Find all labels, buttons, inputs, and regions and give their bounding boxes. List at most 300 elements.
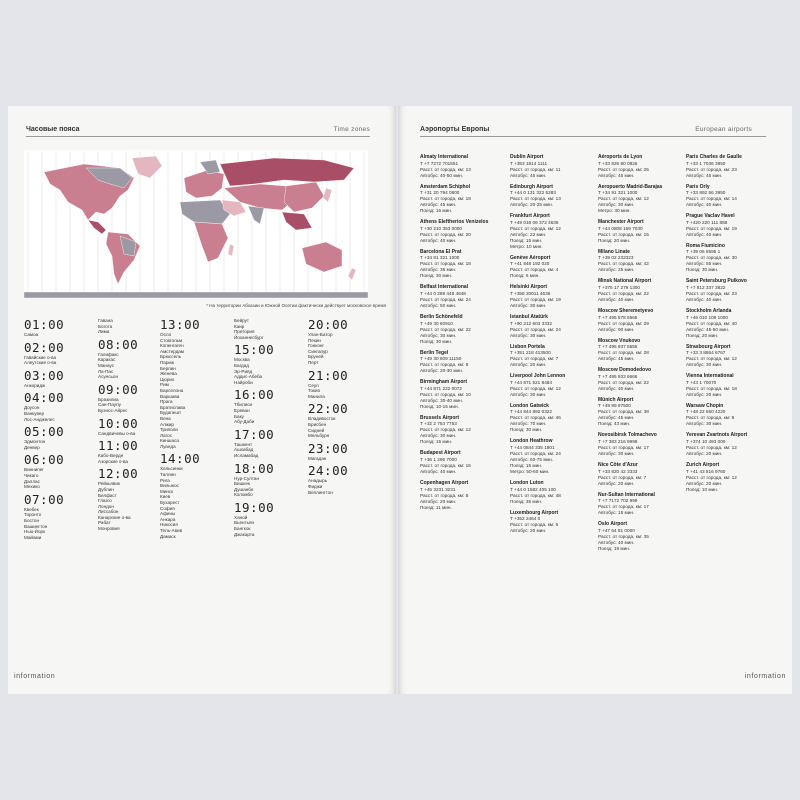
timezone-entry — [24, 318, 96, 338]
airport-detail: T +375 17 279 1300 — [598, 284, 641, 290]
timezone-entry — [24, 425, 96, 450]
timezone-city: Буэнос-Айрес — [98, 407, 128, 413]
airport-detail: T +32 2 753 7753 — [420, 421, 457, 427]
timezone-time: 06:00 — [24, 452, 65, 468]
airport-detail: Автобус: 45 мин. — [420, 202, 457, 208]
airport-detail: Расст. от города, км: 17 — [598, 444, 649, 450]
airport-detail: Автобус: 30 мин. — [686, 421, 723, 427]
airport-detail: T +44 0 1582 405 100 — [510, 486, 556, 492]
airport-entry — [420, 480, 506, 511]
timezone-city: Будапешт — [160, 410, 182, 416]
timezone-city: Бруней — [308, 354, 324, 360]
airport-detail: T +33 892 56 3950 — [686, 190, 726, 196]
page-title: Часовые пояса — [26, 126, 80, 133]
airport-detail: T +48 22 650 4220 — [686, 409, 726, 415]
map-footnote: * На территории Абхазии и Южной Осетии фактически действует московское время — [206, 303, 386, 308]
airport-detail: T +44 871 521 8484 — [510, 379, 553, 385]
airport-entry — [510, 438, 596, 475]
airport-entry — [510, 403, 596, 434]
airport-detail: Расст. от города, км: 38 — [598, 409, 649, 415]
timezone-time: 01:00 — [24, 317, 65, 332]
timezone-city: Лима — [98, 329, 110, 335]
airport-entry — [510, 154, 596, 179]
timezone-city: Белфаст — [98, 492, 117, 498]
timezone-city: Хельсинки — [160, 466, 183, 472]
airport-detail: Автобус: 30 мин. — [420, 332, 457, 338]
airport-detail: Автобус: 22 мин. — [510, 231, 547, 237]
airport-detail: Автобус: 55 мин. — [686, 261, 723, 267]
airport-name: Novosibirsk Tolmachevo — [598, 432, 657, 439]
airport-name: Zurich Airport — [686, 461, 720, 468]
airport-detail: T +44 0808 169 7030 — [598, 225, 643, 231]
airport-name: Aeropuerto Madrid-Barajas — [598, 183, 663, 190]
airport-name: Moscow Sheremetyevo — [598, 307, 654, 314]
timezone-city: Монровия — [98, 526, 120, 532]
timezone-city: Ереван — [234, 407, 250, 413]
airport-detail: T +44 0 131 322 5283 — [510, 190, 556, 196]
airport-detail: Поезд: 20 мин. — [598, 237, 631, 243]
airport-entry — [510, 344, 596, 369]
page-subtitle: Time zones — [333, 126, 370, 133]
airport-detail: Автобус: 90 мин. — [598, 326, 635, 332]
airport-entry — [510, 213, 596, 250]
airport-name: Moscow Vnukovo — [598, 337, 641, 344]
timezone-city: Вьентьян — [234, 520, 255, 526]
airport-name: Yerevan Zvartnots Airport — [686, 432, 748, 439]
timezone-city: Дублин — [98, 486, 114, 492]
airport-entry — [510, 314, 596, 339]
timezone-entry — [234, 462, 306, 498]
airport-detail: Автобус: 40 мин. — [598, 385, 635, 391]
airport-entry — [510, 480, 596, 505]
timezone-city: Нью-Йорк — [24, 529, 46, 535]
timezone-entry — [24, 369, 96, 389]
timezone-city: Богота — [98, 323, 113, 329]
timezone-city: Берлин — [160, 365, 176, 371]
airport-detail: Автобус: 30-40 мин. — [420, 397, 464, 403]
timezone-time: 09:00 — [98, 381, 139, 397]
timezone-city: Эдмонтон — [24, 439, 46, 445]
airport-entry — [420, 249, 506, 280]
airport-entry — [598, 432, 684, 457]
airport-name: Paris Orly — [686, 183, 710, 190]
timezone-entry — [234, 428, 306, 459]
timezone-city: Триполи — [160, 427, 178, 433]
airport-detail: Расст. от города, км: 12 — [420, 427, 471, 433]
airport-entry — [420, 219, 506, 244]
timezone-city: Исламабад — [234, 452, 259, 458]
timezone-city: Торонто — [24, 512, 42, 518]
airport-detail: Расст. от города, км: 10 — [420, 391, 471, 397]
timezone-city: Фиджи — [308, 483, 323, 489]
airport-name: Roma Fiumicino — [686, 242, 725, 249]
airport-entry — [686, 308, 772, 339]
timezone-city: Веллингтон — [308, 489, 333, 495]
airport-entry — [598, 338, 684, 363]
airport-entry — [420, 350, 506, 375]
airport-detail: Автобус: 30 мин. — [510, 332, 547, 338]
airport-detail: Поезд: 30 мин. — [686, 267, 719, 273]
timezone-time: 10:00 — [98, 415, 139, 431]
timezone-city: Афины — [160, 511, 176, 517]
airport-detail: Автобус: 20 мин. — [686, 480, 723, 486]
airport-detail: Автобус: 30 мин. — [598, 450, 635, 456]
timezone-city: Каир — [234, 323, 245, 329]
timezone-city: Москва — [234, 357, 250, 363]
airport-entry — [686, 213, 772, 238]
timezone-time: 18:00 — [234, 460, 275, 476]
timezone-city: Манила — [308, 393, 325, 399]
airport-entry — [598, 521, 684, 552]
airport-detail: Автобус: 20 мин. — [420, 498, 457, 504]
airport-detail: Расст. от города, км: 40 — [686, 320, 737, 326]
timezone-city: Анкоридж — [24, 382, 46, 388]
airport-detail: T +374 10 493 000 — [686, 438, 726, 444]
timezone-time: 17:00 — [234, 426, 275, 442]
timezone-city: Барселона — [160, 387, 184, 393]
airport-detail: Автобус: 25 мин. — [598, 267, 635, 273]
airport-detail: Расст. от города, км: 19 — [510, 296, 561, 302]
airport-detail: Расст. от города, км: 23 — [686, 290, 737, 296]
timezone-city: Джакарта — [234, 531, 255, 537]
timezone-city: Мехико — [24, 484, 40, 490]
airport-detail: Расст. от города, км: 18 — [420, 261, 471, 267]
airport-detail: Расст. от города, км: 20 — [420, 231, 471, 237]
timezone-entry — [308, 318, 380, 366]
timezone-entry — [308, 464, 380, 495]
timezone-time: 02:00 — [24, 339, 65, 355]
timezone-city: София — [160, 505, 175, 511]
timezone-city: Бразилиа — [98, 396, 119, 402]
airport-entry — [420, 314, 506, 345]
timezone-city: Манаус — [98, 362, 115, 368]
airport-name: Belfast International — [420, 284, 469, 291]
timezone-time: 20:00 — [308, 317, 349, 332]
timezone-city: Ханой — [234, 514, 248, 520]
airport-name: Nice Côte d'Azur — [598, 461, 638, 468]
timezone-city: Лондон — [98, 503, 114, 509]
timezone-city: Брюссель — [160, 354, 182, 360]
timezone-entry — [24, 341, 96, 366]
airport-name: Birmingham Airport — [420, 379, 468, 386]
airport-detail: Расст. от города, км: 9 — [686, 415, 735, 421]
airport-name: London Heathrow — [510, 438, 553, 445]
timezone-time: 08:00 — [98, 336, 139, 352]
timezone-city: Нур-Султан — [234, 475, 259, 481]
timezone-entry — [308, 442, 380, 462]
timezone-city: Осло — [160, 332, 172, 337]
airport-detail: Расст. от города, км: 23 — [686, 166, 737, 172]
airport-detail: Расст. от города, км: 18 — [686, 385, 737, 391]
timezone-time: 19:00 — [234, 499, 275, 515]
airport-entry — [598, 367, 684, 392]
airport-detail: Расст. от города, км: 28 — [598, 350, 649, 356]
airport-detail: T +7 495 937 5555 — [598, 344, 638, 350]
airport-detail: Расст. от города, км: 8 — [420, 362, 469, 368]
timezone-entry — [160, 452, 232, 539]
timezone-city: Анадырь — [308, 478, 328, 484]
airport-detail: Расст. от города, км: 14 — [686, 196, 737, 202]
airport-detail: Автобус: 45-50 мин. — [686, 326, 730, 332]
airport-detail: T +30 210 353 0000 — [420, 225, 463, 231]
airport-name: Amsterdam Schiphol — [420, 183, 471, 190]
right-page — [398, 106, 792, 694]
airport-detail: T +352 2464 0 — [510, 516, 541, 522]
left-page — [8, 106, 396, 694]
airport-detail: T +31 20 794 0800 — [420, 190, 460, 196]
timezone-city: Баку — [234, 413, 244, 419]
airport-detail: Расст. от города, км: 19 — [686, 225, 737, 231]
airport-detail: Расст. от города, км: 18 — [420, 196, 471, 202]
airport-column — [686, 154, 772, 498]
timezone-city: Эр-Рияд — [234, 368, 253, 374]
page-title: Аэропорты Европы — [420, 126, 490, 133]
timezone-city: Аддис-Абеба — [234, 374, 263, 380]
timezone-city: Бангкок — [234, 526, 251, 532]
airport-detail: Автобус: 20 мин. — [686, 450, 723, 456]
airport-column — [420, 154, 506, 516]
timezone-city: Улан-Батор — [308, 332, 333, 337]
timezone-city: Глазго — [98, 498, 112, 504]
airport-detail: T +7 7272 701551 — [420, 160, 459, 166]
timezone-time: 03:00 — [24, 367, 65, 383]
timezone-city: Бишкек — [234, 481, 250, 487]
timezone-city: Канарские о-ва — [98, 514, 131, 520]
airport-detail: T +49 30 609 11150 — [420, 356, 462, 362]
airport-detail: Метро: 50-60 мин. — [510, 468, 550, 474]
timezone-city: Самоа — [24, 332, 39, 337]
timezone-city: Лиссабон — [98, 509, 119, 515]
airport-detail: Автобус: 20 мин. — [598, 480, 635, 486]
timezone-city: Душанбе — [234, 486, 254, 492]
airport-entry — [510, 284, 596, 309]
airport-entry — [420, 284, 506, 309]
airport-entry — [420, 415, 506, 446]
airport-detail: T +44 871 222 0072 — [420, 385, 463, 391]
timezone-entry — [234, 388, 306, 424]
airport-detail: Поезд: 19 мин. — [598, 545, 631, 551]
timezone-city: Каракас — [98, 357, 116, 363]
airport-detail: Автобус: 40 мин. — [420, 237, 457, 243]
timezone-time: 16:00 — [234, 387, 275, 403]
timezone-city: Азорские о-ва — [98, 458, 128, 464]
airport-name: Vienna International — [686, 373, 734, 380]
map-antarctica — [24, 292, 368, 298]
airport-detail: T +44 0 289 448 4848 — [420, 290, 466, 296]
airport-entry — [598, 154, 684, 179]
airport-detail: Поезд: 11 мин. — [420, 504, 452, 510]
airport-detail: Метро: 10 мин. — [510, 243, 543, 249]
airport-name: Dublin Airport — [510, 154, 544, 160]
timezone-city: Виннипег — [24, 467, 44, 473]
timezone-city: Даллас — [24, 478, 40, 484]
airport-name: Paris Charles de Gaulle — [686, 154, 742, 160]
airport-detail: T +33 3 8864 6767 — [686, 350, 726, 356]
airport-name: Prague Vaclav Havel — [686, 213, 735, 220]
timezone-city: Йоханнесбург — [234, 334, 264, 340]
airport-detail: Расст. от города, км: 22 — [598, 290, 649, 296]
airport-name: Saint Petersburg Pulkovo — [686, 278, 747, 285]
title-divider — [26, 136, 370, 137]
airport-detail: Расст. от города, км: 7 — [510, 356, 559, 362]
airport-detail: Расст. от города, км: 12 — [686, 444, 737, 450]
airport-detail: Автобус: 50 мин. — [420, 302, 457, 308]
timezone-time: 11:00 — [98, 438, 139, 454]
page-footer: information — [744, 673, 786, 680]
airport-detail: Расст. от города, км: 24 — [510, 326, 561, 332]
timezone-city: Киев — [160, 494, 171, 500]
airport-detail: T +46 010 109 1000 — [686, 314, 729, 320]
timezone-city: Кабо-Верде — [98, 453, 124, 459]
airport-detail: Расст. от города, км: 42 — [598, 261, 649, 267]
airport-name: Athens Eleftherios Venizelos — [420, 219, 489, 226]
airport-detail: Расст. от города, км: 12 — [510, 225, 561, 231]
airport-detail: T +7 495 578 6565 — [598, 314, 638, 320]
timezone-city: Дамаск — [160, 533, 176, 539]
timezone-city: Тбилиси — [234, 402, 253, 408]
airport-detail: Расст. от города, км: 25 — [598, 166, 649, 172]
timezone-city: Алжир — [160, 421, 174, 427]
airport-detail: Автобус: 20 мин. — [510, 362, 547, 368]
timezone-city: Анкара — [160, 516, 176, 522]
airport-detail: Расст. от города, км: 16 — [420, 462, 471, 468]
airport-entry — [510, 510, 596, 535]
airport-detail: T +7 495 933 6666 — [598, 373, 638, 379]
airport-detail: Автобус: 40 мин. — [598, 296, 635, 302]
timezone-city: Женева — [160, 371, 177, 377]
timezone-city: Ванкувер — [24, 410, 45, 416]
airport-detail: T +90 212 603 3332 — [510, 320, 553, 326]
airport-detail: Автобус: 45 мин. — [510, 172, 547, 178]
airport-detail: Расст. от города, км: 11 — [510, 166, 561, 172]
timezone-entry — [308, 369, 380, 400]
timezone-city: Прага — [160, 399, 173, 405]
airport-detail: Расст. от города, км: 12 — [598, 196, 649, 202]
timezone-city: Вена — [160, 415, 171, 421]
airport-entry — [598, 492, 684, 517]
airport-detail: Автобус: 30 мин. — [598, 202, 635, 208]
airport-detail: Поезд: 43 мин. — [598, 421, 631, 427]
airport-detail: Расст. от города, км: 35 — [598, 533, 649, 539]
timezone-city: Магадан — [308, 455, 327, 461]
timezone-time: 21:00 — [308, 367, 349, 383]
time-zone-map — [24, 150, 368, 298]
airport-detail: Поезд: 30 мин. — [420, 273, 453, 279]
timezone-time: 04:00 — [24, 390, 65, 406]
airport-detail: Автобус: 20-30 мин. — [420, 368, 464, 374]
airport-name: Stockholm Arlanda — [686, 307, 732, 314]
airport-column — [598, 154, 684, 557]
timezone-city: Доусон — [24, 405, 40, 411]
airport-detail: Расст. от города, км: 15 — [598, 231, 649, 237]
airport-entry — [420, 450, 506, 475]
timezone-city: Ташкент — [234, 441, 253, 447]
airport-name: Almaty International — [420, 154, 469, 160]
airport-name: Moscow Domodedovo — [598, 367, 652, 374]
airport-detail: T +351 218 413500 — [510, 350, 551, 356]
airport-detail: Расст. от города, км: 4 — [510, 267, 559, 273]
timezone-time: 22:00 — [308, 401, 349, 417]
timezone-city: Претория — [234, 329, 255, 335]
timezone-city: Стокгольм — [160, 337, 183, 343]
airport-detail: Автобус: 40 мин. — [420, 468, 457, 474]
airport-detail: T +34 91 321 1000 — [420, 255, 460, 261]
airport-detail: Автобус: 20-25 мин. — [510, 202, 554, 208]
timezone-city: Гавайские о-ва — [24, 354, 57, 360]
airport-name: Budapest Airport — [420, 450, 461, 457]
timezone-city: Рига — [160, 477, 170, 483]
timezone-city: Сандвичевы о-ва — [98, 430, 136, 436]
timezone-city: Копенгаген — [160, 343, 184, 349]
airport-detail: T +44 844 892 0322 — [510, 409, 553, 415]
timezone-city: Коломбо — [234, 492, 253, 498]
airport-detail: T +34 91 321 1000 — [598, 190, 638, 196]
airport-detail: Автобус: 40-50 мин. — [420, 172, 464, 178]
airport-name: Lisbon Portela — [510, 343, 545, 350]
airport-name: Genève Aéroport — [510, 254, 551, 261]
airport-name: Milano Linate — [598, 248, 630, 255]
airport-entry — [598, 278, 684, 303]
airport-detail: Автобус: 45 мин. — [686, 172, 723, 178]
airport-detail: Поезд: 35 мин. — [510, 498, 543, 504]
timezone-city: Рим — [160, 382, 169, 388]
airport-entry — [598, 249, 684, 274]
airport-detail: T +353 1814 1111 — [510, 160, 548, 166]
timezone-city: Рабат — [98, 520, 111, 526]
timezone-city: Ла-Пас — [98, 368, 114, 374]
airport-detail: T +47 64 81 0000 — [598, 527, 635, 533]
airport-name: Aéroports de Lyon — [598, 154, 643, 160]
timezone-city: Гонконг — [308, 343, 325, 349]
airport-detail: Поезд: 30 мин. — [420, 338, 453, 344]
airport-name: Edinburgh Airport — [510, 183, 553, 190]
airport-detail: T +44 0844 335 1801 — [510, 444, 555, 450]
airport-detail: Поезд: 15 мин. — [510, 462, 543, 468]
airport-detail: Поезд: 15 мин. — [420, 439, 453, 445]
airport-detail: Автобус: 15 мин. — [598, 510, 635, 516]
airport-entry — [686, 154, 772, 179]
timezone-city: Чикаго — [24, 472, 39, 478]
timezone-time: 24:00 — [308, 463, 349, 479]
timezone-city: Минск — [160, 488, 174, 494]
timezone-time: 05:00 — [24, 424, 65, 440]
airport-entry — [686, 432, 772, 457]
timezone-city: Асунсьон — [98, 374, 118, 380]
timezone-column — [234, 318, 306, 540]
airport-detail: Автобус: 20 мин. — [510, 528, 547, 534]
airport-entry — [686, 278, 772, 303]
timezone-city: Владивосток — [308, 416, 336, 422]
timezone-city: Бухарест — [160, 500, 180, 506]
timezone-city: Луанда — [160, 443, 176, 449]
airport-detail: T +358 20011 4636 — [510, 290, 551, 296]
timezone-city: Сингапур — [308, 348, 328, 354]
timezone-city: Амстердам — [160, 348, 184, 354]
airport-detail: T +39 02 232323 — [598, 255, 634, 261]
airport-detail: Расст. от города, км: 8 — [420, 492, 469, 498]
timezone-city: Бостон — [24, 517, 40, 523]
timezone-city: Гавана — [98, 318, 113, 323]
timezone-entry — [24, 493, 96, 541]
airport-entry — [686, 462, 772, 493]
airport-detail: Поезд: 6 мин. — [510, 273, 540, 279]
airport-name: Helsinki Airport — [510, 284, 548, 291]
airport-name: Copenhagen Airport — [420, 479, 469, 486]
airport-detail: Метро: 30 мин. — [598, 208, 631, 214]
title-divider — [420, 136, 766, 137]
airport-detail: Автобус: 40 мин. — [598, 539, 635, 545]
airport-name: Berlin Tegel — [420, 349, 449, 356]
